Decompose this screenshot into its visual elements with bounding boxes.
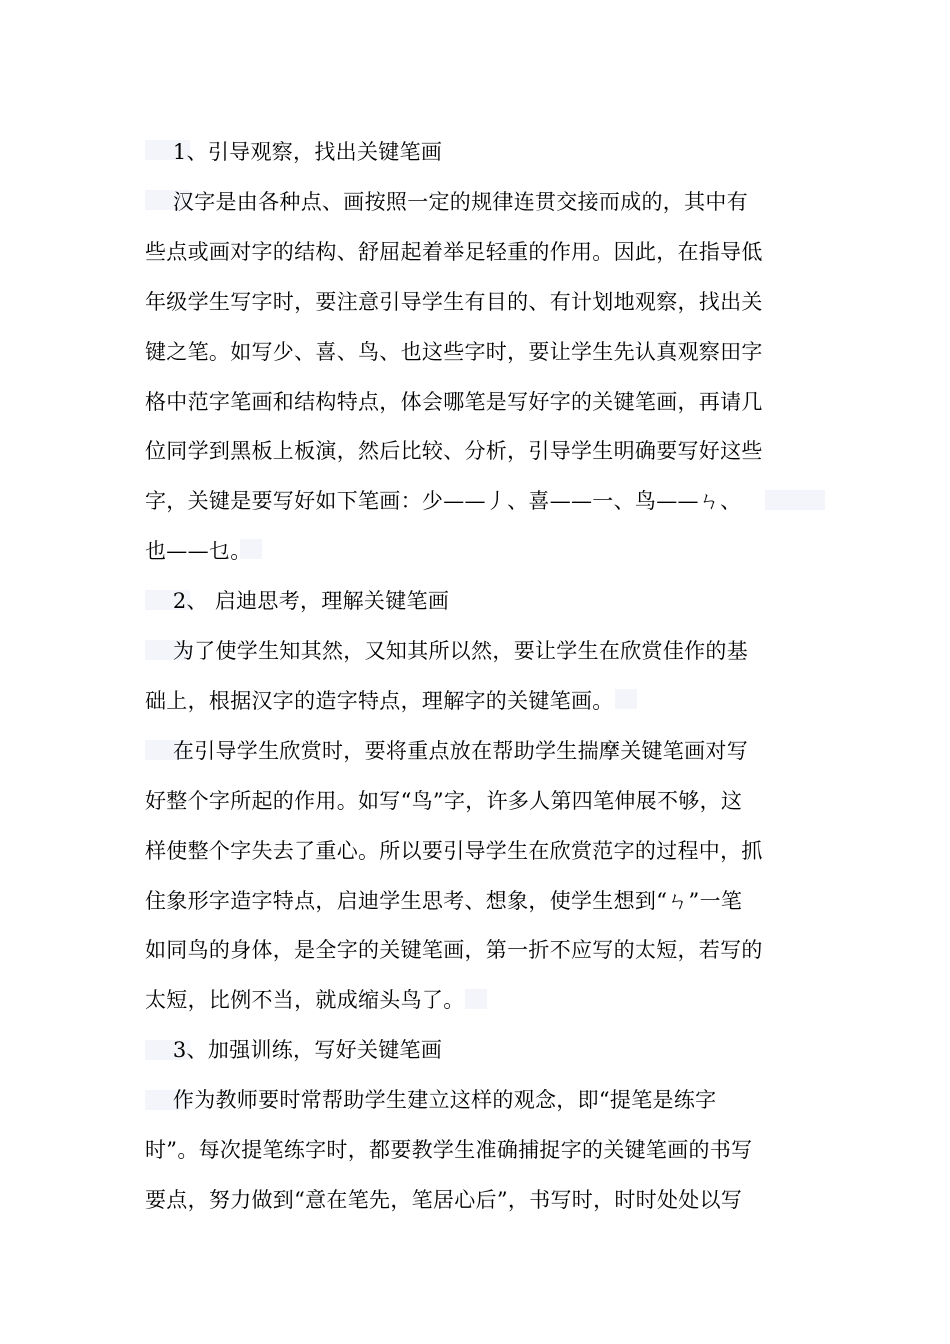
- text-line: 础上，根据汉字的造字特点，理解字的关键笔画。: [145, 689, 614, 713]
- text-line: 时”。每次提笔练字时，都要教学生准确捕捉字的关键笔画的书写: [145, 1138, 753, 1162]
- text-line: 2、 启迪思考，理解关键笔画: [145, 589, 450, 613]
- text-line: 住象形字造字特点，启迪学生思考、想象，使学生想到“ㄣ”一笔: [145, 889, 743, 913]
- text-line: 汉字是由各种点、画按照一定的规律连贯交接而成的，其中有: [145, 190, 748, 214]
- text-line: 如同鸟的身体，是全字的关键笔画，第一折不应写的太短，若写的: [145, 938, 763, 962]
- text-line: 些点或画对字的结构、舒屈起着举足轻重的作用。因此，在指导低: [145, 240, 763, 264]
- text-line: 也——乜。: [145, 539, 252, 563]
- text-line: 太短，比例不当，就成缩头鸟了。: [145, 988, 465, 1012]
- text-line: 格中范字笔画和结构特点，体会哪笔是写好字的关键笔画，再请几: [145, 390, 763, 414]
- text-line: 字，关键是要写好如下笔画：少——丿、喜——一、鸟——ㄣ、: [145, 489, 742, 513]
- text-line: 键之笔。如写少、喜、鸟、也这些字时，要让学生先认真观察田字: [145, 340, 763, 364]
- line-end-shade: [615, 689, 637, 709]
- text-line: 年级学生写字时，要注意引导学生有目的、有计划地观察，找出关: [145, 290, 763, 314]
- text-line: 好整个字所起的作用。如写“鸟”字，许多人第四笔伸展不够，这: [145, 789, 743, 813]
- text-line: 在引导学生欣赏时，要将重点放在帮助学生揣摩关键笔画对写: [145, 739, 748, 763]
- text-line: 1、引导观察，找出关键笔画: [145, 140, 443, 164]
- line-end-shade: [465, 989, 487, 1009]
- text-line: 位同学到黑板上板演，然后比较、分析，引导学生明确要写好这些: [145, 439, 763, 463]
- text-line: 样使整个字失去了重心。所以要引导学生在欣赏范字的过程中，抓: [145, 839, 763, 863]
- text-line: 作为教师要时常帮助学生建立这样的观念，即“提笔是练字: [145, 1088, 717, 1112]
- text-line: 为了使学生知其然，又知其所以然，要让学生在欣赏佳作的基: [145, 639, 748, 663]
- text-line: 3、加强训练，写好关键笔画: [145, 1038, 443, 1062]
- text-line: 要点，努力做到“意在笔先，笔居心后”，书写时，时时处处以写: [145, 1188, 743, 1212]
- line-end-shade: [765, 490, 825, 510]
